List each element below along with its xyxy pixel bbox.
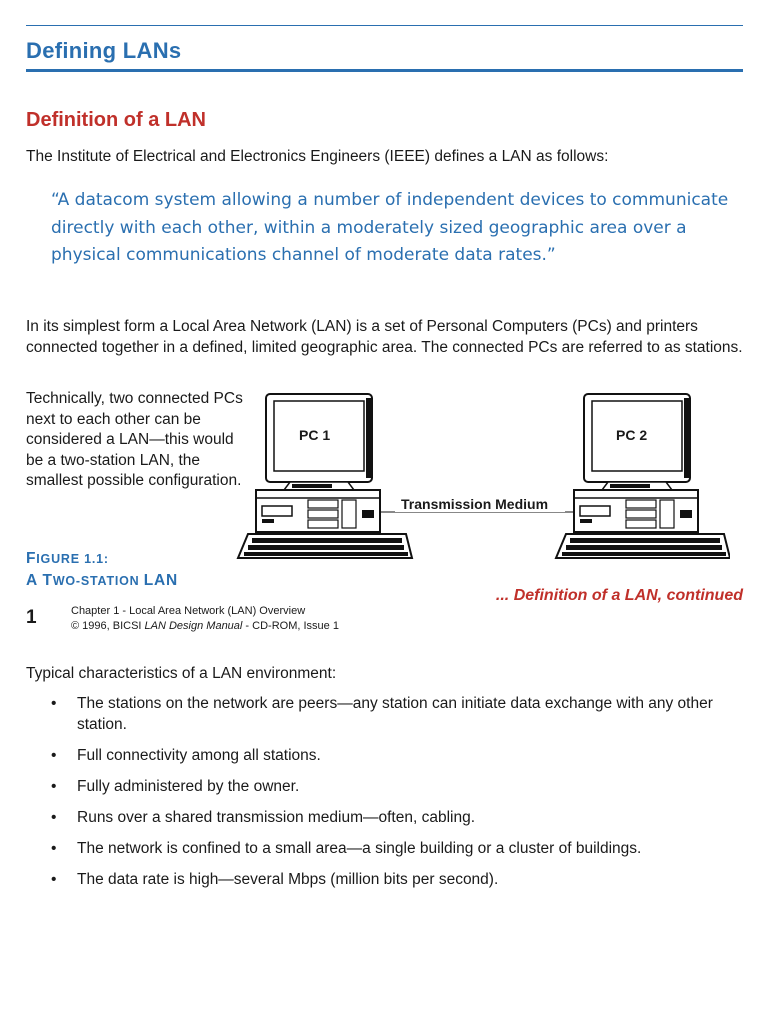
top-rule <box>26 25 743 26</box>
title-rule <box>26 69 743 72</box>
pc1-label: PC 1 <box>299 427 331 443</box>
list-item: • Fully administered by the owner. <box>51 777 300 795</box>
two-station-paragraph: Technically, two connected PCs next to each other can be considered a LAN—this would be a two-station LAN, the smallest possible configuration. <box>26 390 243 489</box>
footer-copyright-line: © 1996, BICSI LAN Design Manual - CD-ROM, Issue 1 <box>71 619 339 632</box>
section-title: Defining LANs <box>26 38 182 63</box>
lan-description-paragraph: In its simplest form a Local Area Network (LAN) is a set of Personal Computers (PCs) and printers connected together in a defined, limited geographic area. The connected PCs are referred to as stations. <box>26 318 743 356</box>
ieee-definition-quote: “A datacom system allowing a number of independent devices to communicate directly with each other, within a moderately sized geographic area over a physical communications channel of moderate data rates.” <box>51 190 729 265</box>
two-station-lan-diagram <box>230 388 730 568</box>
transmission-medium-label: Transmission Medium <box>401 496 549 512</box>
figure-caption: FIGURE 1.1: A TWO-STATION LAN <box>26 550 179 589</box>
pc2-label: PC 2 <box>616 427 648 443</box>
subsection-title: Definition of a LAN <box>26 109 206 131</box>
list-item: • The network is confined to a small area—a single building or a cluster of buildings. <box>51 839 642 857</box>
footer-chapter-line: Chapter 1 - Local Area Network (LAN) Overview <box>71 605 306 617</box>
pc1-computer <box>238 394 412 558</box>
list-item: • The data rate is high—several Mbps (million bits per second). <box>51 870 499 888</box>
list-item: • Runs over a shared transmission medium—often, cabling. <box>51 808 476 826</box>
page-footer <box>71 604 339 633</box>
intro-paragraph: The Institute of Electrical and Electronics Engineers (IEEE) defines a LAN as follows: <box>26 148 609 165</box>
characteristics-list <box>26 694 746 901</box>
characteristics-lead: Typical characteristics of a LAN environment: <box>26 665 337 682</box>
pc2-computer <box>556 394 730 558</box>
list-item: • Full connectivity among all stations. <box>51 746 321 764</box>
page-number: 1 <box>26 607 37 628</box>
continued-heading: ... Definition of a LAN, continued <box>495 587 743 604</box>
list-item: • The stations on the network are peers—any station can initiate data exchange with any other station. <box>51 695 713 733</box>
